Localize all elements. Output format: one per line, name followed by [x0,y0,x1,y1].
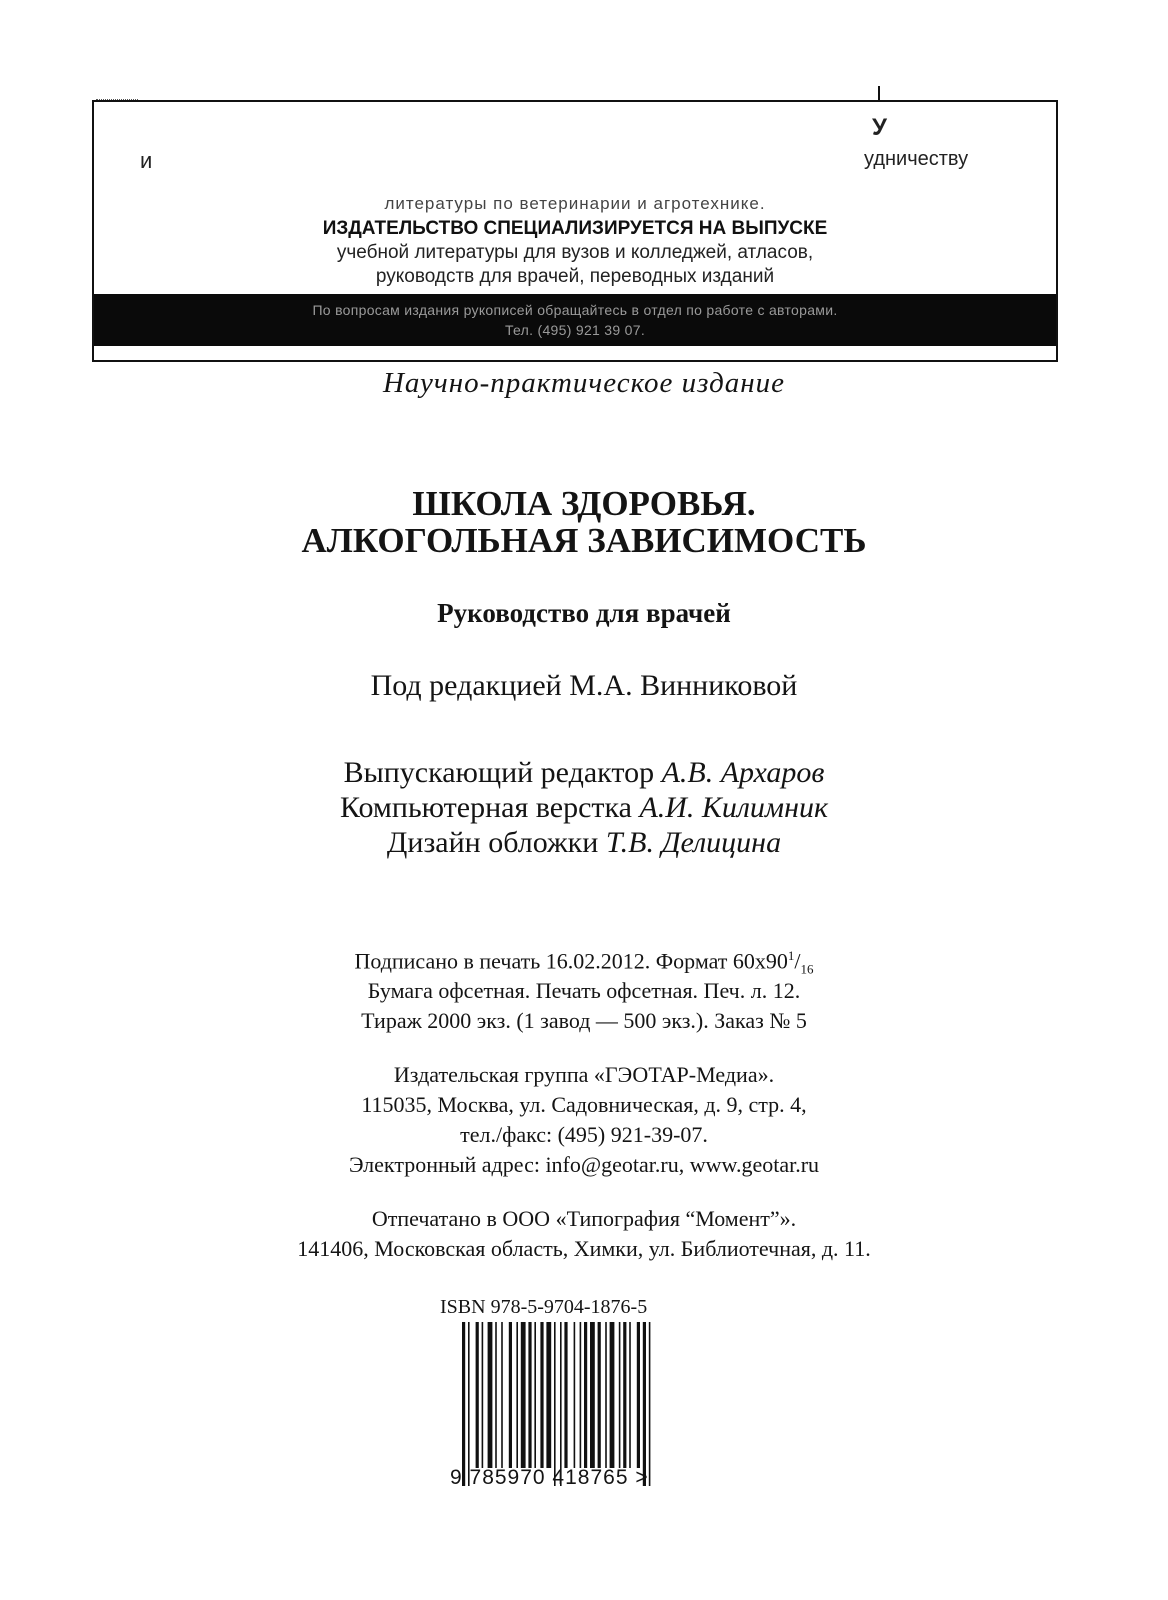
format-numerator: 1 [787,948,795,963]
fragment-right: удничеству [864,148,969,170]
book-subtitle: Руководство для врачей [437,598,731,628]
barcode-bar [637,1322,640,1468]
barcode-bar [598,1322,601,1468]
imprint-line: Бумага офсетная. Печать офсетная. Печ. л. 12. [367,978,801,1003]
credit-role: Выпускающий редактор [343,756,662,789]
barcode-bar [584,1322,587,1468]
imprint-line: Подписано в печать 16.02.2012. Формат $60х90^1/_{16}$ [354,948,814,977]
barcode-digits: 9 785970 418765 > [450,1466,649,1489]
barcode-bar [462,1322,465,1486]
barcode-bar [516,1322,518,1468]
contact-phone: Тел. (495) 921 39 07. [504,322,646,338]
format-denominator: 16 [800,961,814,977]
barcode-bar [509,1322,512,1468]
credit-name: А.В. Архаров [661,756,825,789]
contact-banner [94,294,1056,346]
imprint-line: Тираж 2000 экз. (1 завод — 500 экз.). Заказ № 5 [361,1008,807,1033]
barcode-bar [554,1322,556,1486]
publisher-line: 115035, Москва, ул. Садовническая, д. 9, стр. 4, [361,1092,807,1117]
book-title: АЛКОГОЛЬНАЯ ЗАВИСИМОСТЬ [301,521,867,560]
editor-line: Под редакцией М.А. Винниковой [370,669,798,702]
imprint-text: Подписано в печать 16.02.2012. Формат 60х90 [354,948,788,974]
edition-type: Научно-практическое издание [382,367,786,399]
publisher-line: тел./факс: (495) 921-39-07. [460,1122,708,1147]
credit-name: Т.В. Делицина [605,826,782,859]
specialization-line: руководств для врачей, переводных изданий [375,266,775,287]
credit-name: А.И. Килимник [639,791,828,824]
credit-role: Компьютерная верстка [339,791,640,824]
barcode-bar [623,1322,626,1468]
barcode-bar [649,1322,651,1486]
barcode-bar [560,1322,562,1486]
book-title: ШКОЛА ЗДОРОВЬЯ. [412,484,756,523]
barcode-bar [619,1322,621,1468]
barcode-bar [476,1322,479,1468]
barcode-bar [534,1322,536,1468]
barcode-image [462,1322,680,1486]
credit-role: Дизайн обложки [386,826,606,859]
barcode-bar [540,1322,543,1468]
credit-line [0,756,1168,790]
barcode-bar [629,1322,631,1468]
publisher-info-box [92,100,1058,362]
publisher-line: Издательская группа «ГЭОТАР-Медиа». [393,1062,775,1087]
printer-line: Отпечатано в ООО «Типография “Момент”». [371,1206,797,1231]
barcode-bar [564,1322,567,1468]
specialization-title: ИЗДАТЕЛЬСТВО СПЕЦИАЛИЗИРУЕТСЯ НА ВЫПУСКЕ [322,218,828,239]
barcode-bar [546,1322,551,1468]
barcode-bar [580,1322,582,1468]
barcode-bar [605,1322,607,1468]
barcode-bar [528,1322,531,1468]
specialization-line: учебной литературы для вузов и колледжей, атласов, [336,242,814,263]
credit-line [0,826,1168,860]
barcode-bar [488,1322,493,1468]
barcode-bar [590,1322,595,1468]
printer-line: 141406, Московская область, Химки, ул. Библиотечная, д. 11. [297,1236,871,1261]
barcode-bar [501,1322,503,1468]
publisher-line: Электронный адрес: info@geotar.ru, www.geotar.ru [348,1152,820,1177]
credit-line [0,791,1168,825]
isbn: ISBN 978-5-9704-1876-5 [440,1296,648,1318]
fragment-left: и [140,148,153,173]
barcode-bar [610,1322,615,1468]
barcode-bar [495,1322,497,1468]
barcode-bar [521,1322,526,1468]
fragment-top-right: У [872,114,887,141]
garbled-line: литературы по ветеринарии и агротехнике. [384,194,766,213]
barcode-bar [482,1322,484,1468]
contact-line: По вопросам издания рукописей обращайтесь в отдел по работе с авторами. [312,302,838,318]
barcode-bar [468,1322,470,1486]
barcode-bar [643,1322,646,1486]
barcode-bar [574,1322,576,1468]
